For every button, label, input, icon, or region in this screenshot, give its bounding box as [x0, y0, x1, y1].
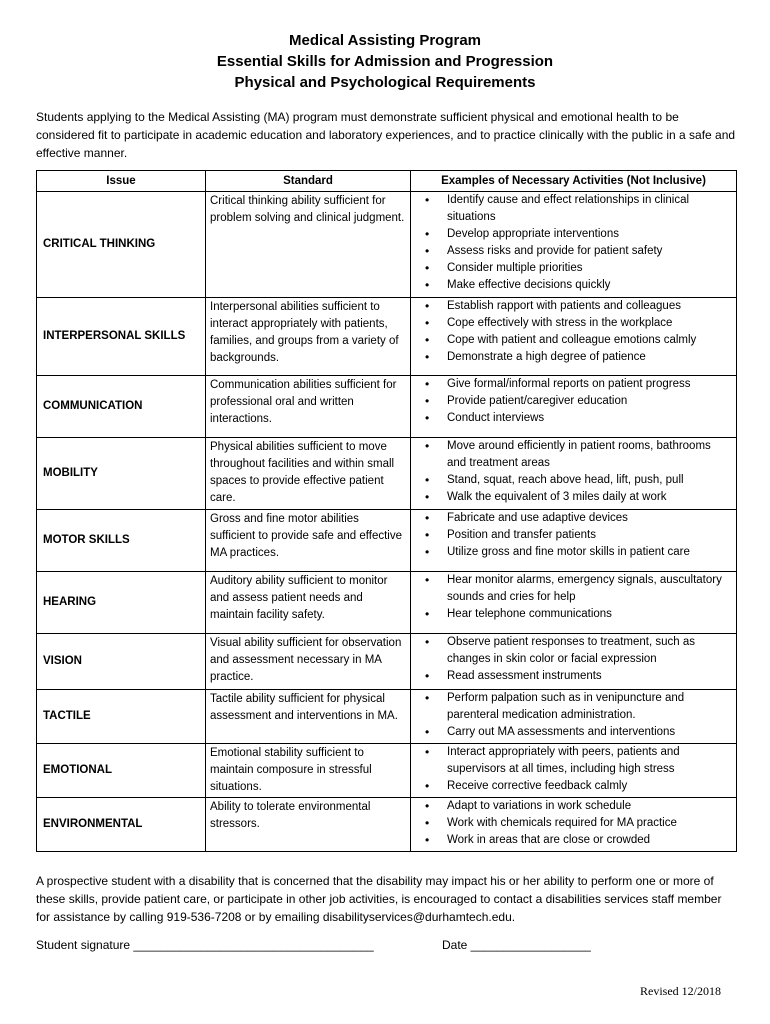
- table-row: [37, 690, 737, 744]
- example-item: • Give formal/informal reports on patient progress: [411, 376, 732, 393]
- example-item: • Position and transfer patients: [411, 527, 732, 544]
- standard-cell: Physical abilities sufficient to move throughout facilities and within small spaces to provide effective patient care.: [206, 438, 411, 510]
- standard-cell: Tactile ability sufficient for physical assessment and interventions in MA.: [206, 690, 411, 744]
- examples-cell: [411, 744, 737, 798]
- issue-cell: EMOTIONAL: [37, 744, 206, 798]
- document-subtitle: Physical and Psychological Requirements: [234, 74, 536, 91]
- example-item: • Conduct interviews: [411, 410, 732, 427]
- examples-cell: [411, 510, 737, 572]
- examples-cell: [411, 438, 737, 510]
- example-item: • Demonstrate a high degree of patience: [411, 349, 732, 366]
- example-item: • Observe patient responses to treatment, such as changes in skin color or facial expression: [411, 634, 732, 668]
- header-standard: Standard: [206, 171, 411, 192]
- issue-cell: CRITICAL THINKING: [37, 192, 206, 298]
- example-item: • Cope with patient and colleague emotions calmly: [411, 332, 732, 349]
- table-row: [37, 510, 737, 572]
- header-issue: Issue: [37, 171, 206, 192]
- example-item: • Make effective decisions quickly: [411, 277, 732, 294]
- document-title-block: [0, 30, 770, 93]
- examples-cell: [411, 298, 737, 376]
- example-item: • Establish rapport with patients and colleagues: [411, 298, 732, 315]
- standard-cell: Interpersonal abilities sufficient to interact appropriately with patients, families, and groups from a variety of backgrounds.: [206, 298, 411, 376]
- examples-list: [411, 298, 732, 366]
- example-item: • Assess risks and provide for patient safety: [411, 243, 732, 260]
- examples-cell: [411, 690, 737, 744]
- examples-list: [411, 634, 732, 685]
- example-item: • Interact appropriately with peers, patients and supervisors at all times, including high stress: [411, 744, 732, 778]
- examples-list: [411, 438, 732, 506]
- example-item: • Cope effectively with stress in the workplace: [411, 315, 732, 332]
- issue-cell: MOBILITY: [37, 438, 206, 510]
- standard-cell: Auditory ability sufficient to monitor and assess patient needs and maintain facility safety.: [206, 572, 411, 634]
- issue-cell: MOTOR SKILLS: [37, 510, 206, 572]
- requirements-table: [36, 170, 737, 852]
- example-item: • Walk the equivalent of 3 miles daily at work: [411, 489, 732, 506]
- program-title: Medical Assisting Program: [289, 32, 481, 49]
- table-row: [37, 798, 737, 852]
- revision-date: Revised 12/2018: [640, 984, 721, 998]
- examples-cell: [411, 376, 737, 438]
- examples-list: [411, 572, 732, 623]
- issue-cell: HEARING: [37, 572, 206, 634]
- example-item: • Receive corrective feedback calmly: [411, 778, 732, 795]
- standard-cell: Visual ability sufficient for observation and assessment necessary in MA practice.: [206, 634, 411, 690]
- example-item: • Develop appropriate interventions: [411, 226, 732, 243]
- examples-list: [411, 690, 732, 741]
- standard-cell: Ability to tolerate environmental stressors.: [206, 798, 411, 852]
- examples-list: [411, 192, 732, 294]
- issue-cell: ENVIRONMENTAL: [37, 798, 206, 852]
- table-body: [37, 192, 737, 852]
- date-line[interactable]: Date __________________: [442, 938, 591, 952]
- example-item: • Adapt to variations in work schedule: [411, 798, 732, 815]
- table-row: [37, 634, 737, 690]
- example-item: • Perform palpation such as in venipuncture and parenteral medication administration.: [411, 690, 732, 724]
- document-title: Essential Skills for Admission and Progression: [216, 53, 554, 70]
- table-row: [37, 298, 737, 376]
- example-item: • Fabricate and use adaptive devices: [411, 510, 732, 527]
- table-row: [37, 744, 737, 798]
- example-item: • Hear telephone communications: [411, 606, 732, 623]
- example-item: • Provide patient/caregiver education: [411, 393, 732, 410]
- examples-cell: [411, 634, 737, 690]
- issue-cell: TACTILE: [37, 690, 206, 744]
- examples-cell: [411, 572, 737, 634]
- issue-cell: INTERPERSONAL SKILLS: [37, 298, 206, 376]
- standard-cell: Critical thinking ability sufficient for problem solving and clinical judgment.: [206, 192, 411, 298]
- example-item: • Stand, squat, reach above head, lift, push, pull: [411, 472, 732, 489]
- example-item: • Work in areas that are close or crowded: [411, 832, 732, 849]
- example-item: • Identify cause and effect relationships in clinical situations: [411, 192, 732, 226]
- student-signature-line[interactable]: Student signature ____________________________________: [36, 938, 374, 952]
- example-item: • Utilize gross and fine motor skills in patient care: [411, 544, 732, 561]
- example-item: • Move around efficiently in patient rooms, bathrooms and treatment areas: [411, 438, 732, 472]
- standard-cell: Communication abilities sufficient for professional oral and written interactions.: [206, 376, 411, 438]
- examples-list: [411, 798, 732, 849]
- example-item: • Hear monitor alarms, emergency signals, auscultatory sounds and cries for help: [411, 572, 732, 606]
- examples-cell: [411, 798, 737, 852]
- examples-list: [411, 510, 732, 561]
- issue-cell: VISION: [37, 634, 206, 690]
- example-item: • Work with chemicals required for MA practice: [411, 815, 732, 832]
- issue-cell: COMMUNICATION: [37, 376, 206, 438]
- intro-paragraph: Students applying to the Medical Assisting (MA) program must demonstrate sufficient physical and emotional health to be considered fit to participate in academic education and laboratory experiences, and to practice clinically with the public in a safe and effective manner.: [36, 110, 736, 160]
- table-row: [37, 438, 737, 510]
- table-row: [37, 572, 737, 634]
- example-item: • Read assessment instruments: [411, 668, 732, 685]
- header-examples: Examples of Necessary Activities (Not Inclusive): [411, 171, 737, 192]
- disability-notice: A prospective student with a disability that is concerned that the disability may impact his or her ability to perform one or more of these skills, provide patient care, or participate in other job activities, is encouraged to contact a disabilities services staff member for assistance by calling 919-536-7208 or by emailing disabilityservices@durhamtech.edu.: [36, 874, 722, 924]
- table-header-row: [37, 171, 737, 192]
- example-item: • Consider multiple priorities: [411, 260, 732, 277]
- standard-cell: Emotional stability sufficient to maintain composure in stressful situations.: [206, 744, 411, 798]
- examples-list: [411, 744, 732, 795]
- example-item: • Carry out MA assessments and interventions: [411, 724, 732, 741]
- standard-cell: Gross and fine motor abilities sufficient to provide safe and effective MA practices.: [206, 510, 411, 572]
- table-row: [37, 192, 737, 298]
- table-row: [37, 376, 737, 438]
- examples-cell: [411, 192, 737, 298]
- examples-list: [411, 376, 732, 427]
